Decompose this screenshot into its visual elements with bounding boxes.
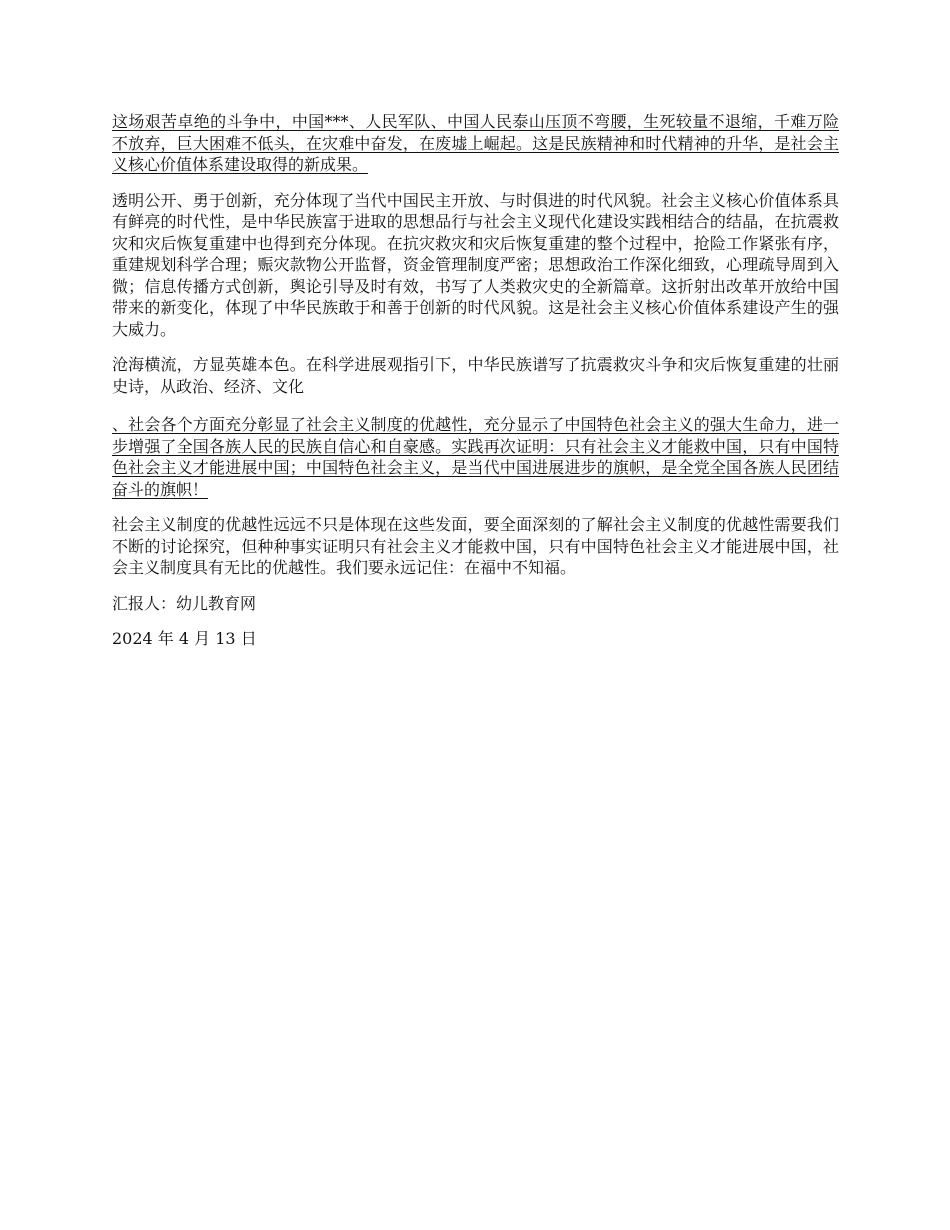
paragraph-5: 社会主义制度的优越性远远不只是体现在这些发面，要全面深刻的了解社会主义制度的优越性需要我们不断的讨论探究，但种种事实证明只有社会主义才能救中国，只有中国特色社会主义才能进展中国，社会主义制度具有无比的优越性。我们要永远记住：在福中不知福。 (112, 515, 839, 577)
reporter-signature: 汇报人：幼儿教育网 (112, 593, 257, 613)
paragraph-1: 这场艰苦卓绝的斗争中，中国***、人民军队、中国人民泰山压顶不弯腰，生死较量不退缩，千难万险不放弃，巨大困难不低头，在灾难中奋发，在废墟上崛起。这是民族精神和时代精神的升华，是社会主义核心价值体系建设取得的新成果。 (112, 112, 839, 174)
document-page (112, 111, 839, 650)
paragraph-2: 透明公开、勇于创新，充分体现了当代中国民主开放、与时俱进的时代风貌。社会主义核心价值体系具有鲜亮的时代性，是中华民族富于进取的思想品行与社会主义现代化建设实践相结合的结晶，在抗震救灾和灾后恢复重建中也得到充分体现。在抗灾救灾和灾后恢复重建的整个过程中，抢险工作紧张有序，重建规划科学合理；赈灾款物公开监督，资金管理制度严密；思想政治工作深化细致，心理疏导周到入微；信息传播方式创新，舆论引导及时有效，书写了人类救灾史的全新篇章。这折射出改革开放给中国带来的新变化，体现了中华民族敢于和善于创新的时代风貌。这是社会主义核心价值体系建设产生的强大威力。 (112, 190, 839, 339)
paragraph-4: 、社会各个方面充分彰显了社会主义制度的优越性，充分显示了中国特色社会主义的强大生命力，进一步增强了全国各族人民的民族自信心和自豪感。实践再次证明：只有社会主义才能救中国，只有中国特色社会主义才能进展中国；中国特色社会主义，是当代中国进展进步的旗帜，是全党全国各族人民团结奋斗的旗帜！ (112, 415, 839, 499)
paragraph-3: 沧海横流，方显英雄本色。在科学进展观指引下，中华民族谱写了抗震救灾斗争和灾后恢复重建的壮丽史诗，从政治、经济、文化 (112, 355, 839, 396)
report-date: 2024 年 4 月 13 日 (112, 629, 257, 648)
